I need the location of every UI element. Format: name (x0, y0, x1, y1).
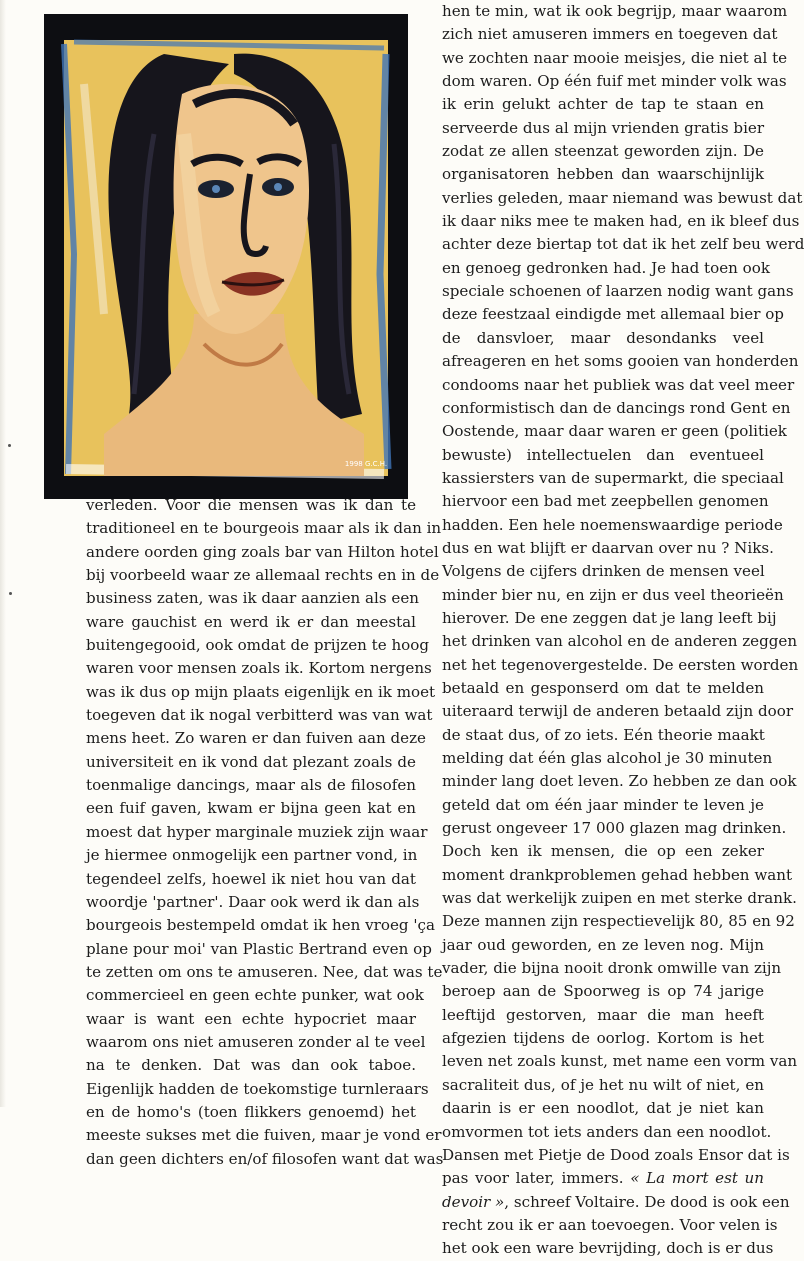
text-line: commercieel en geen echte punker, wat ook (86, 986, 424, 1005)
text-line: afgezien tijdens de oorlog. Kortom is het (442, 1029, 764, 1048)
text-line: hadden. Een hele noemenswaardige periode (442, 515, 783, 534)
scan-speck (8, 444, 11, 447)
scan-speck (9, 592, 12, 595)
text-line: traditioneel en te bourgeois maar als ik dan in (86, 519, 442, 538)
right-text-column (442, 0, 804, 1261)
text-line: gerust ongeveer 17 000 glazen mag drinken. (442, 819, 787, 838)
scan-edge-shadow (0, 0, 6, 1107)
text-line: en genoeg gedronken had. Je had toen ook (442, 258, 770, 277)
text-line: hiervoor een bad met zeepbellen genomen (442, 492, 769, 511)
text-line: tegendeel zelfs, hoewel ik niet hou van dat (86, 869, 416, 888)
text-line: uiteraard terwijl de anderen betaald zijn door (442, 702, 794, 721)
text-line: Deze mannen zijn respectievelijk 80, 85 en 92 (442, 912, 795, 931)
text-line: en de homo's (toen flikkers genoemd) het (86, 1102, 416, 1121)
text-line: een fuif gaven, kwam er bijna geen kat en (86, 799, 416, 818)
text-line: waarom ons niet amuseren zonder al te veel (86, 1032, 426, 1051)
text-line: buitengegooid, ook omdat de prijzen te hoog (86, 636, 430, 655)
text-line: melding dat één glas alcohol je 30 minuten (442, 749, 773, 767)
text-line: ware gauchist en werd ik er dan meestal (86, 612, 416, 631)
text-line: toegeven dat ik nogal verbitterd was van wat (86, 706, 433, 725)
text-line: waren voor mensen zoals ik. Kortom nergens (86, 659, 432, 678)
text-line: zodat ze allen steenzat geworden zijn. De (442, 142, 764, 161)
text-line: bewuste) intellectuelen dan eventueel (442, 445, 764, 464)
text-line: Oostende, maar daar waren er geen (politiek (442, 422, 787, 441)
text-line: deze feestzaal eindigde met allemaal bier op (442, 305, 784, 324)
text-line: hen te min, wat ik ook begrijp, maar waarom (442, 2, 788, 20)
text-line: mens heet. Zo waren er dan fuiven aan deze (86, 729, 426, 748)
text-line: vader, die bijna nooit dronk omwille van zijn (442, 959, 782, 978)
text-line: de dansvloer, maar desondanks veel (442, 328, 764, 347)
text-line: andere oorden ging zoals bar van Hilton hotel (86, 542, 439, 561)
text-line: geteld dat om één jaar minder te leven je (442, 795, 764, 814)
text-line: dom waren. Op één fuif met minder volk was (442, 72, 787, 91)
text-segment: pas voor later, immers. (442, 1169, 631, 1188)
text-line: bourgeois bestempeld omdat ik hen vroeg 'ça (86, 916, 435, 935)
text-line: speciale schoenen of laarzen nodig want gans (442, 282, 794, 301)
italic-quote: « La mort est un (630, 1169, 764, 1188)
portrait-painting-icon (44, 14, 408, 499)
text-line: serveerde dus al mijn vrienden gratis bier (442, 118, 765, 137)
text-line: plane pour moi' van Plastic Bertrand even op (86, 939, 432, 958)
text-line: omvormen tot iets anders dan een noodlot. (442, 1122, 772, 1141)
text-line: we zochten naar mooie meisjes, die niet al te (442, 48, 788, 67)
text-line: waar is want een echte hypocriet maar (86, 1009, 416, 1028)
text-line: de staat dus, of zo iets. Eén theorie maakt (442, 725, 765, 744)
text-line: moest dat hyper marginale muziek zijn waar (86, 822, 428, 841)
text-line: zich niet amuseren immers en toegeven dat (442, 25, 778, 44)
text-line: het ook een ware bevrijding, doch is er dus (442, 1239, 774, 1258)
text-line: na te denken. Dat was dan ook taboe. (86, 1056, 416, 1075)
text-line: net het tegenovergestelde. De eersten worden (442, 655, 799, 674)
text-line: hierover. De ene zeggen dat je lang leeft bij (442, 608, 777, 627)
text-line: dus en wat blijft er daarvan over nu ? Niks. (442, 538, 774, 557)
text-line: ik erin gelukt achter de tap te staan en (442, 95, 764, 114)
text-line: Eigenlijk hadden de toekomstige turnleraars (86, 1079, 429, 1098)
text-line: meeste sukses met die fuiven, maar je vond er (86, 1126, 442, 1145)
text-line: Doch ken ik mensen, die op een zeker (442, 842, 764, 861)
italic-quote: devoir » (442, 1192, 505, 1211)
text-line: was dat werkelijk zuipen en met sterke drank. (442, 889, 797, 908)
text-line: minder lang doet leven. Zo hebben ze dan ook (442, 772, 797, 791)
portrait-painting (44, 14, 408, 499)
text-line: woordje 'partner'. Daar ook werd ik dan als (86, 892, 420, 911)
text-line (442, 1167, 764, 1190)
text-line: betaald en gesponserd om dat te melden (442, 678, 764, 697)
text-line: sacraliteit dus, of je het nu wilt of niet, en (442, 1075, 764, 1094)
text-line (442, 1191, 790, 1214)
text-segment: , schreef Voltaire. De dood is ook een (504, 1192, 790, 1211)
text-line: verleden. Voor die mensen was ik dan te (86, 496, 416, 514)
text-line: jaar oud geworden, en ze leven nog. Mijn (442, 935, 764, 954)
text-line: conformistisch dan de dancings rond Gent en (442, 398, 791, 417)
text-line: was ik dus op mijn plaats eigenlijk en ik moet (86, 682, 436, 701)
left-text-column (86, 494, 444, 1171)
text-line: leven net zoals kunst, met name een vorm van (442, 1052, 798, 1071)
text-line: organisatoren hebben dan waarschijnlijk (442, 165, 764, 184)
text-line: Volgens de cijfers drinken de mensen veel (442, 562, 765, 581)
text-line: universiteit en ik vond dat plezant zoals de (86, 752, 416, 771)
text-line: recht zou ik er aan toevoegen. Voor velen is (442, 1215, 778, 1234)
text-line: daarin is er een noodlot, dat je niet kan (442, 1099, 764, 1118)
text-line: verlies geleden, maar niemand was bewust dat (442, 188, 803, 207)
text-line: moment drankproblemen gehad hebben want (442, 865, 793, 884)
text-line: Dansen met Pietje de Dood zoals Ensor dat is (442, 1145, 790, 1164)
text-line: dan geen dichters en/of filosofen want dat was (86, 1149, 444, 1168)
painting-signature: 1998 G.C.H. (344, 460, 388, 468)
text-line: kassiersters van de supermarkt, die speciaal (442, 468, 784, 487)
text-line: je hiermee onmogelijk een partner vond, in (86, 846, 418, 865)
text-line: leeftijd gestorven, maar die man heeft (442, 1005, 764, 1024)
text-line: ik daar niks mee te maken had, en ik bleef dus (442, 212, 800, 231)
text-line: te zetten om ons te amuseren. Nee, dat was te (86, 962, 443, 981)
text-line: toenmalige dancings, maar als de filosofen (86, 776, 416, 795)
text-line: afreageren en het soms gooien van honderden (442, 352, 799, 371)
text-line: achter deze biertap tot dat ik het zelf beu werd (442, 235, 804, 254)
text-line: business zaten, was ik daar aanzien als een (86, 589, 419, 608)
text-line: het drinken van alcohol en de anderen zeggen (442, 632, 798, 651)
text-line: beroep aan de Spoorweg is op 74 jarige (442, 982, 764, 1001)
text-line: bij voorbeeld waar ze allemaal rechts en in de (86, 566, 440, 585)
text-line: minder bier nu, en zijn er dus veel theorieën (442, 585, 784, 604)
text-line: condooms naar het publiek was dat veel meer (442, 375, 795, 394)
